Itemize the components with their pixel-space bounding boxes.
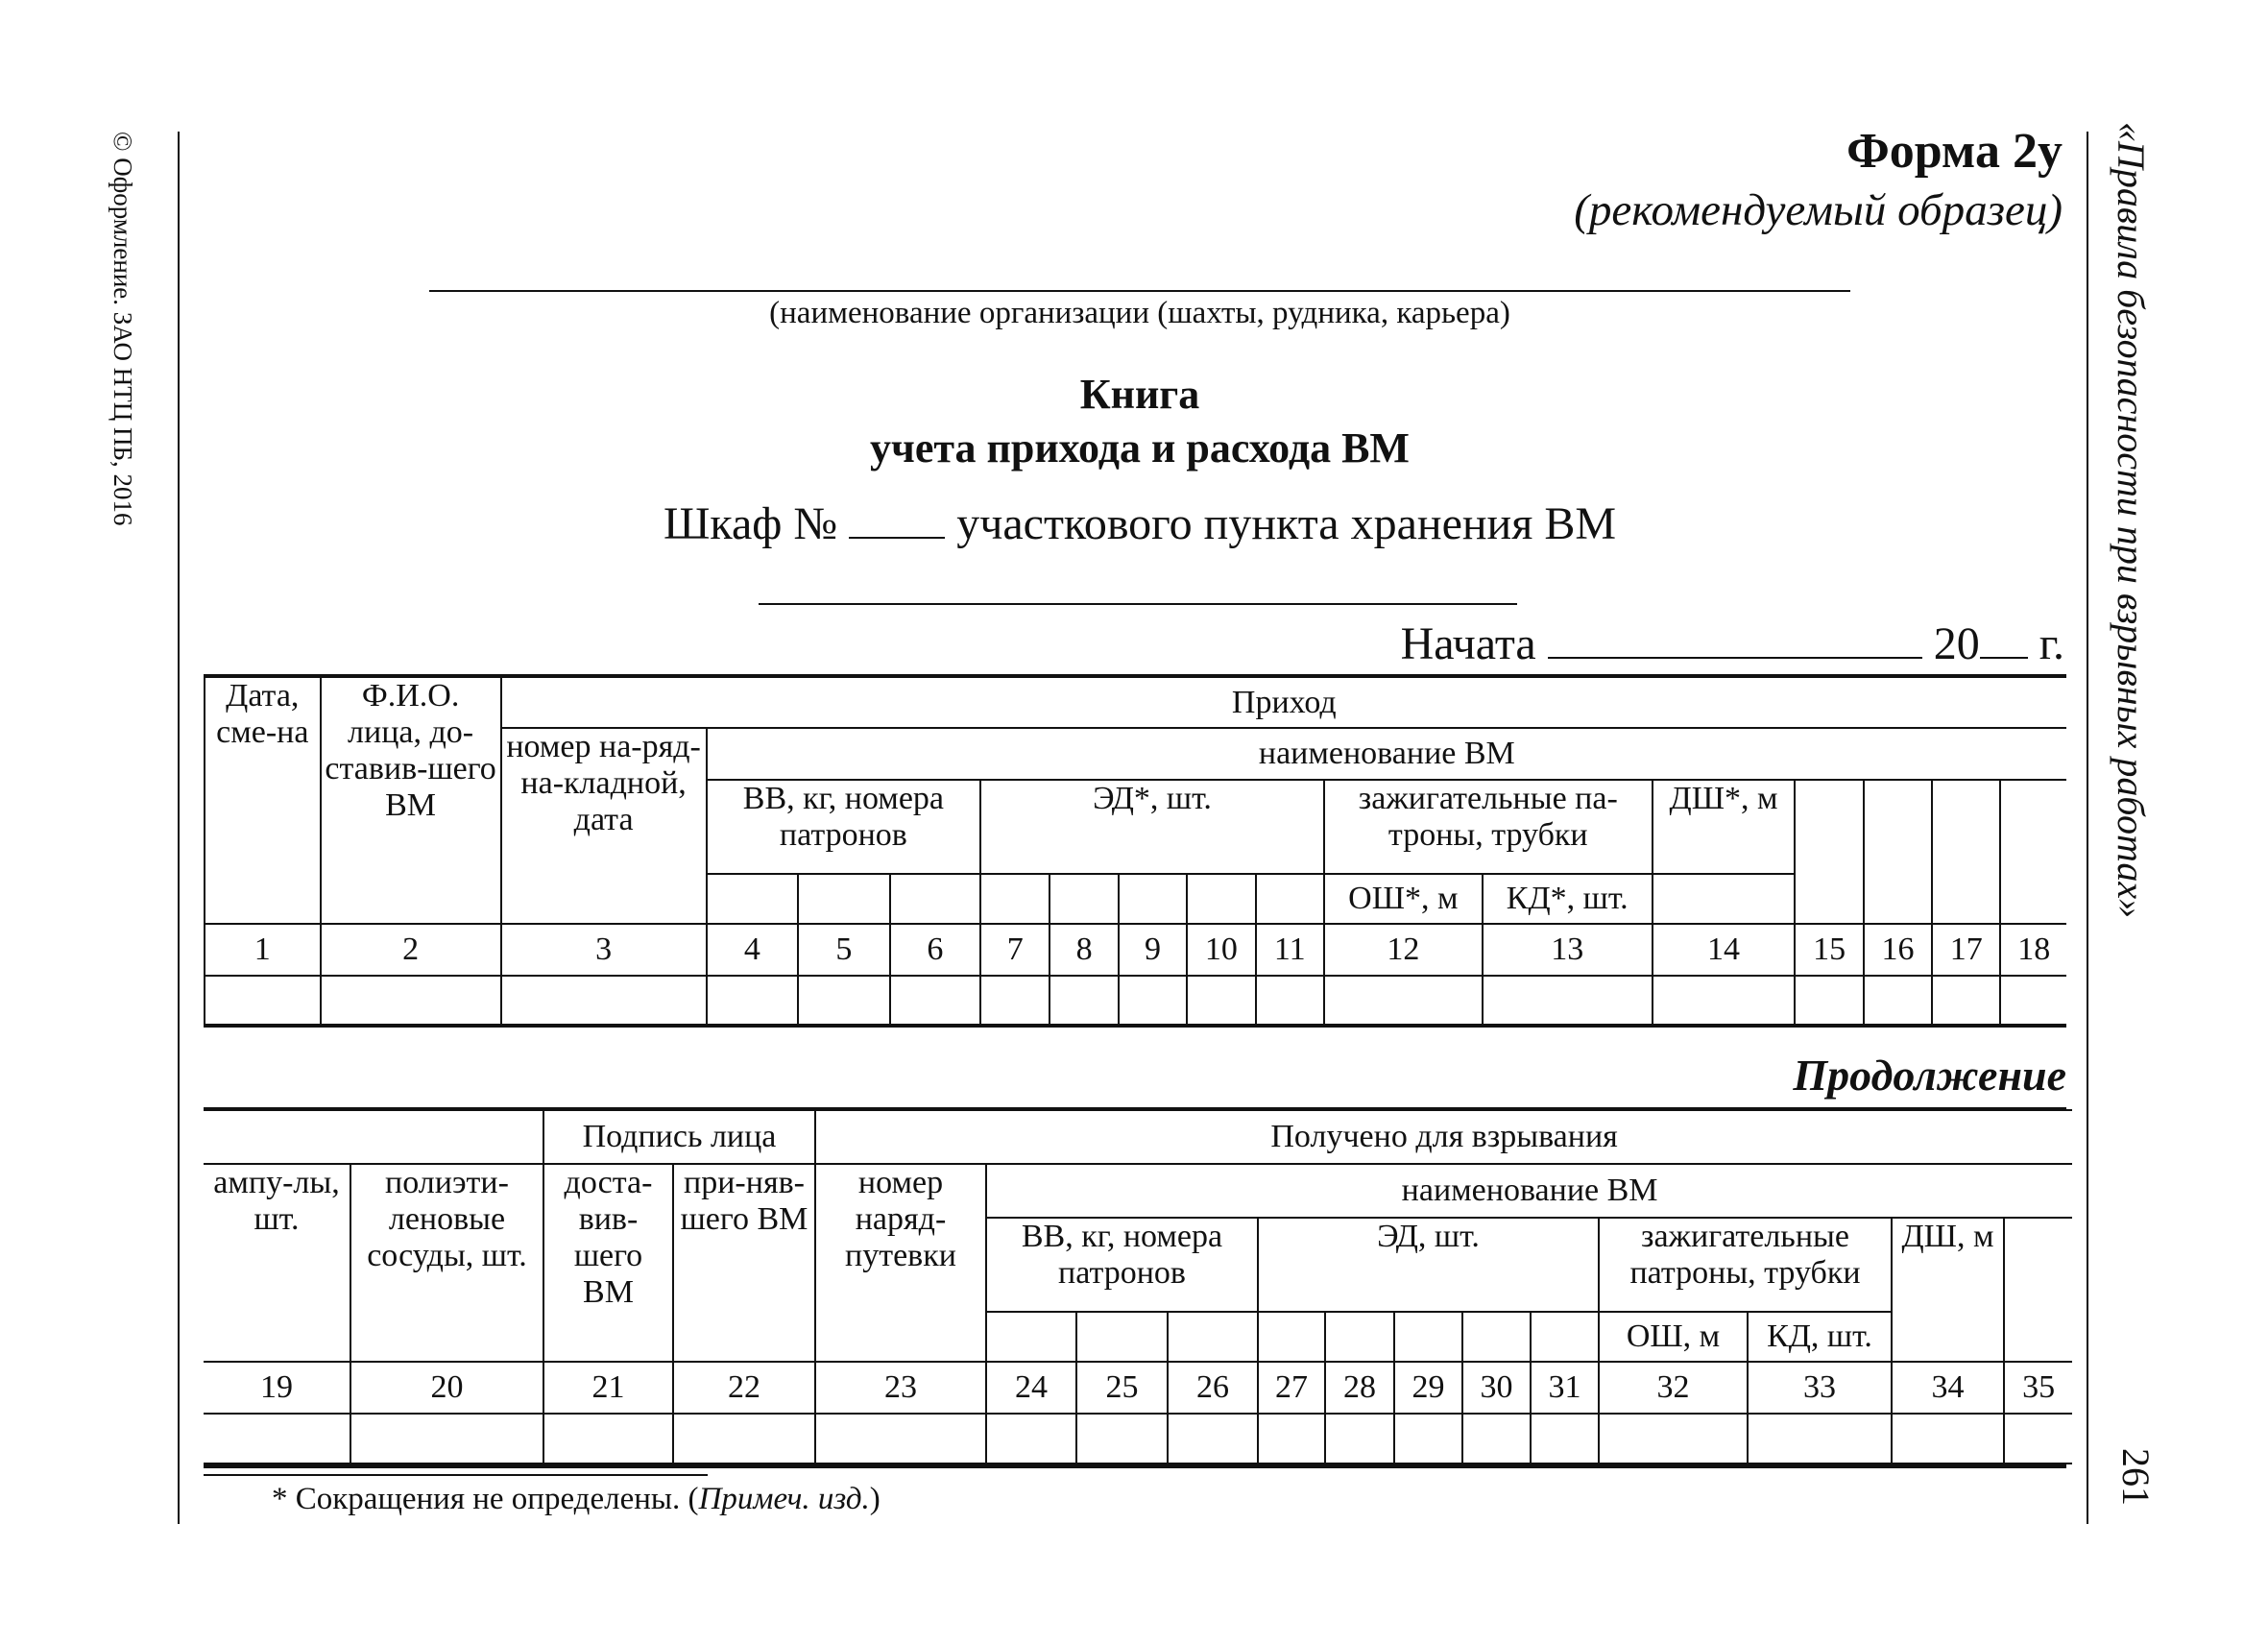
entry-cell[interactable] — [980, 976, 1050, 1026]
column-number: 33 — [1748, 1362, 1892, 1414]
delivered-header: доста-вив-шего ВМ — [543, 1164, 673, 1362]
entry-cell[interactable] — [1483, 976, 1653, 1026]
sub-cell-14 — [1653, 874, 1796, 924]
sub-cell-27 — [1258, 1312, 1325, 1362]
column-number: 8 — [1050, 924, 1118, 976]
osh-header: ОШ*, м — [1324, 874, 1483, 924]
sub-cell-4 — [707, 874, 798, 924]
column-number: 31 — [1531, 1362, 1599, 1414]
sub-cell-5 — [798, 874, 889, 924]
entry-cell[interactable] — [673, 1414, 815, 1464]
book-title — [429, 368, 1850, 475]
cabinet-prefix: Шкаф № — [663, 498, 838, 549]
subdivision-blank-line — [759, 603, 1517, 605]
received-header: при-няв-шего ВМ — [673, 1164, 815, 1362]
sub-cell-26 — [1168, 1312, 1258, 1362]
column-number: 35 — [2004, 1362, 2072, 1414]
entry-cell[interactable] — [1076, 1414, 1168, 1464]
entry-cell[interactable] — [798, 976, 889, 1026]
entry-cell[interactable] — [1932, 976, 2000, 1026]
entry-cell[interactable] — [1795, 976, 1863, 1026]
sub-cell-24 — [986, 1312, 1076, 1362]
invoice-header: номер на-ряд-на-кладной, дата — [501, 728, 707, 924]
table-bottom-rule — [204, 1464, 2066, 1468]
column-number: 28 — [1325, 1362, 1394, 1414]
entry-cell[interactable] — [1531, 1414, 1599, 1464]
entry-cell[interactable] — [2000, 976, 2066, 1026]
column-number: 11 — [1256, 924, 1324, 976]
trip-ticket-header: номер наряд-путевки — [815, 1164, 986, 1362]
column-number-row — [205, 924, 2066, 976]
blank-top-left — [204, 1110, 543, 1164]
column-number: 30 — [1462, 1362, 1531, 1414]
entry-cell[interactable] — [543, 1414, 673, 1464]
column-number-row-2 — [204, 1362, 2072, 1414]
book-title-line-2: учета прихода и расхода ВМ — [870, 424, 1410, 472]
entry-cell[interactable] — [1325, 1414, 1394, 1464]
blank-header-35 — [2004, 1218, 2072, 1362]
column-number: 4 — [707, 924, 798, 976]
footnote — [272, 1482, 881, 1517]
income-header: Приход — [501, 676, 2066, 728]
footnote-rule — [204, 1474, 708, 1476]
column-number: 21 — [543, 1362, 673, 1414]
started-g: г. — [2039, 618, 2064, 669]
footnote-end: ) — [869, 1482, 881, 1516]
organization-blank-line — [429, 290, 1850, 292]
entry-cell[interactable] — [1187, 976, 1255, 1026]
entry-cell[interactable] — [1653, 976, 1796, 1026]
footnote-italic: Примеч. изд. — [698, 1482, 870, 1516]
entry-cell[interactable] — [1394, 1414, 1462, 1464]
entry-cell[interactable] — [707, 976, 798, 1026]
column-number: 18 — [2000, 924, 2066, 976]
cabinet-number-blank — [849, 495, 945, 539]
blasting-header: Получено для взрывания — [815, 1110, 2072, 1164]
column-number: 10 — [1187, 924, 1255, 976]
sub-cell-7 — [980, 874, 1050, 924]
page-number: 261 — [2114, 1448, 2158, 1506]
entry-cell[interactable] — [1748, 1414, 1892, 1464]
column-number: 14 — [1653, 924, 1796, 976]
ignition-header-2: зажигательные патроны, трубки — [1599, 1218, 1892, 1312]
continuation-heading: Продолжение — [1793, 1051, 2066, 1100]
sub-cell-31 — [1531, 1312, 1599, 1362]
sub-cell-10 — [1187, 874, 1255, 924]
kd-header-2: КД, шт. — [1748, 1312, 1892, 1362]
entry-cell[interactable] — [986, 1414, 1076, 1464]
column-number: 6 — [890, 924, 980, 976]
vv-header-2: ВВ, кг, номера патронов — [986, 1218, 1258, 1312]
dsh-header: ДШ*, м — [1653, 780, 1796, 874]
income-table — [204, 674, 2066, 1028]
entry-cell[interactable] — [890, 976, 980, 1026]
left-margin-rule — [178, 132, 180, 1524]
running-title: «Правила безопасности при взрывных работах» — [2110, 122, 2153, 919]
column-number: 1 — [205, 924, 321, 976]
column-number: 5 — [798, 924, 889, 976]
sub-cell-9 — [1119, 874, 1187, 924]
form-title: Форма 2у — [1846, 124, 2063, 179]
started-line — [1401, 615, 2064, 670]
table-row — [205, 976, 2066, 1026]
signature-header: Подпись лица — [543, 1110, 815, 1164]
continuation-table — [204, 1109, 2072, 1464]
ampoules-header: ампу-лы, шт. — [204, 1164, 350, 1362]
column-number: 13 — [1483, 924, 1653, 976]
column-number: 2 — [321, 924, 501, 976]
started-year: 20 — [1933, 618, 1980, 669]
entry-cell[interactable] — [1256, 976, 1324, 1026]
sub-cell-11 — [1256, 874, 1324, 924]
column-number: 23 — [815, 1362, 986, 1414]
column-number: 9 — [1119, 924, 1187, 976]
entry-cell[interactable] — [205, 976, 321, 1026]
table-row — [204, 1414, 2072, 1464]
right-margin-rule — [2087, 132, 2088, 1524]
column-number: 24 — [986, 1362, 1076, 1414]
started-date-blank — [1548, 615, 1922, 659]
column-number: 25 — [1076, 1362, 1168, 1414]
ed-header-2: ЭД, шт. — [1258, 1218, 1599, 1312]
column-number: 16 — [1864, 924, 1932, 976]
column-number: 22 — [673, 1362, 815, 1414]
date-shift-header: Дата, сме-на — [205, 676, 321, 924]
entry-cell[interactable] — [1168, 1414, 1258, 1464]
sub-cell-25 — [1076, 1312, 1168, 1362]
column-number: 26 — [1168, 1362, 1258, 1414]
column-number: 32 — [1599, 1362, 1748, 1414]
entry-cell[interactable] — [1864, 976, 1932, 1026]
column-number: 29 — [1394, 1362, 1462, 1414]
sub-cell-8 — [1050, 874, 1118, 924]
column-number: 20 — [350, 1362, 543, 1414]
column-number: 15 — [1795, 924, 1863, 976]
copyright-note: © Оформление. ЗАО НТЦ ПБ, 2016 — [109, 132, 137, 526]
blank-header-18 — [2000, 780, 2066, 924]
footnote-text: * Сокращения не определены. ( — [272, 1482, 699, 1516]
started-label: Начата — [1400, 618, 1536, 669]
blank-header-15 — [1795, 780, 1863, 924]
entry-cell[interactable] — [1324, 976, 1483, 1026]
osh-header-2: ОШ, м — [1599, 1312, 1748, 1362]
dsh-header-2: ДШ, м — [1892, 1218, 2004, 1362]
blank-header-16 — [1864, 780, 1932, 924]
entry-cell[interactable] — [2004, 1414, 2072, 1464]
entry-cell[interactable] — [321, 976, 501, 1026]
sub-cell-28 — [1325, 1312, 1394, 1362]
vm-name-header-2: наименование ВМ — [986, 1164, 2072, 1218]
vm-name-header: наименование ВМ — [707, 728, 2066, 780]
entry-cell[interactable] — [1892, 1414, 2004, 1464]
cabinet-line — [429, 495, 1850, 550]
cabinet-suffix: участкового пункта хранения ВМ — [956, 498, 1617, 549]
column-number: 34 — [1892, 1362, 2004, 1414]
entry-cell[interactable] — [815, 1414, 986, 1464]
ed-header: ЭД*, шт. — [980, 780, 1324, 874]
blank-header-17 — [1932, 780, 2000, 924]
column-number: 7 — [980, 924, 1050, 976]
column-number: 12 — [1324, 924, 1483, 976]
column-number: 19 — [204, 1362, 350, 1414]
vv-header: ВВ, кг, номера патронов — [707, 780, 980, 874]
column-number: 27 — [1258, 1362, 1325, 1414]
fio-header: Ф.И.О. лица, до-ставив-шего ВМ — [321, 676, 501, 924]
ignition-header: зажигательные па-троны, трубки — [1324, 780, 1653, 874]
entry-cell[interactable] — [350, 1414, 543, 1464]
entry-cell[interactable] — [1462, 1414, 1531, 1464]
entry-cell[interactable] — [1119, 976, 1187, 1026]
sub-cell-29 — [1394, 1312, 1462, 1362]
sub-cell-6 — [890, 874, 980, 924]
entry-cell[interactable] — [1050, 976, 1118, 1026]
kd-header: КД*, шт. — [1483, 874, 1653, 924]
vessels-header: полиэти-леновые сосуды, шт. — [350, 1164, 543, 1362]
form-subtitle: (рекомендуемый образец) — [1574, 185, 2063, 235]
organization-caption: (наименование организации (шахты, рудника, карьера) — [769, 296, 1510, 330]
entry-cell[interactable] — [204, 1414, 350, 1464]
entry-cell[interactable] — [501, 976, 707, 1026]
sub-cell-30 — [1462, 1312, 1531, 1362]
book-title-line-1: Книга — [1079, 371, 1200, 418]
entry-cell[interactable] — [1258, 1414, 1325, 1464]
entry-cell[interactable] — [1599, 1414, 1748, 1464]
started-year-blank — [1980, 615, 2028, 659]
column-number: 17 — [1932, 924, 2000, 976]
column-number: 3 — [501, 924, 707, 976]
